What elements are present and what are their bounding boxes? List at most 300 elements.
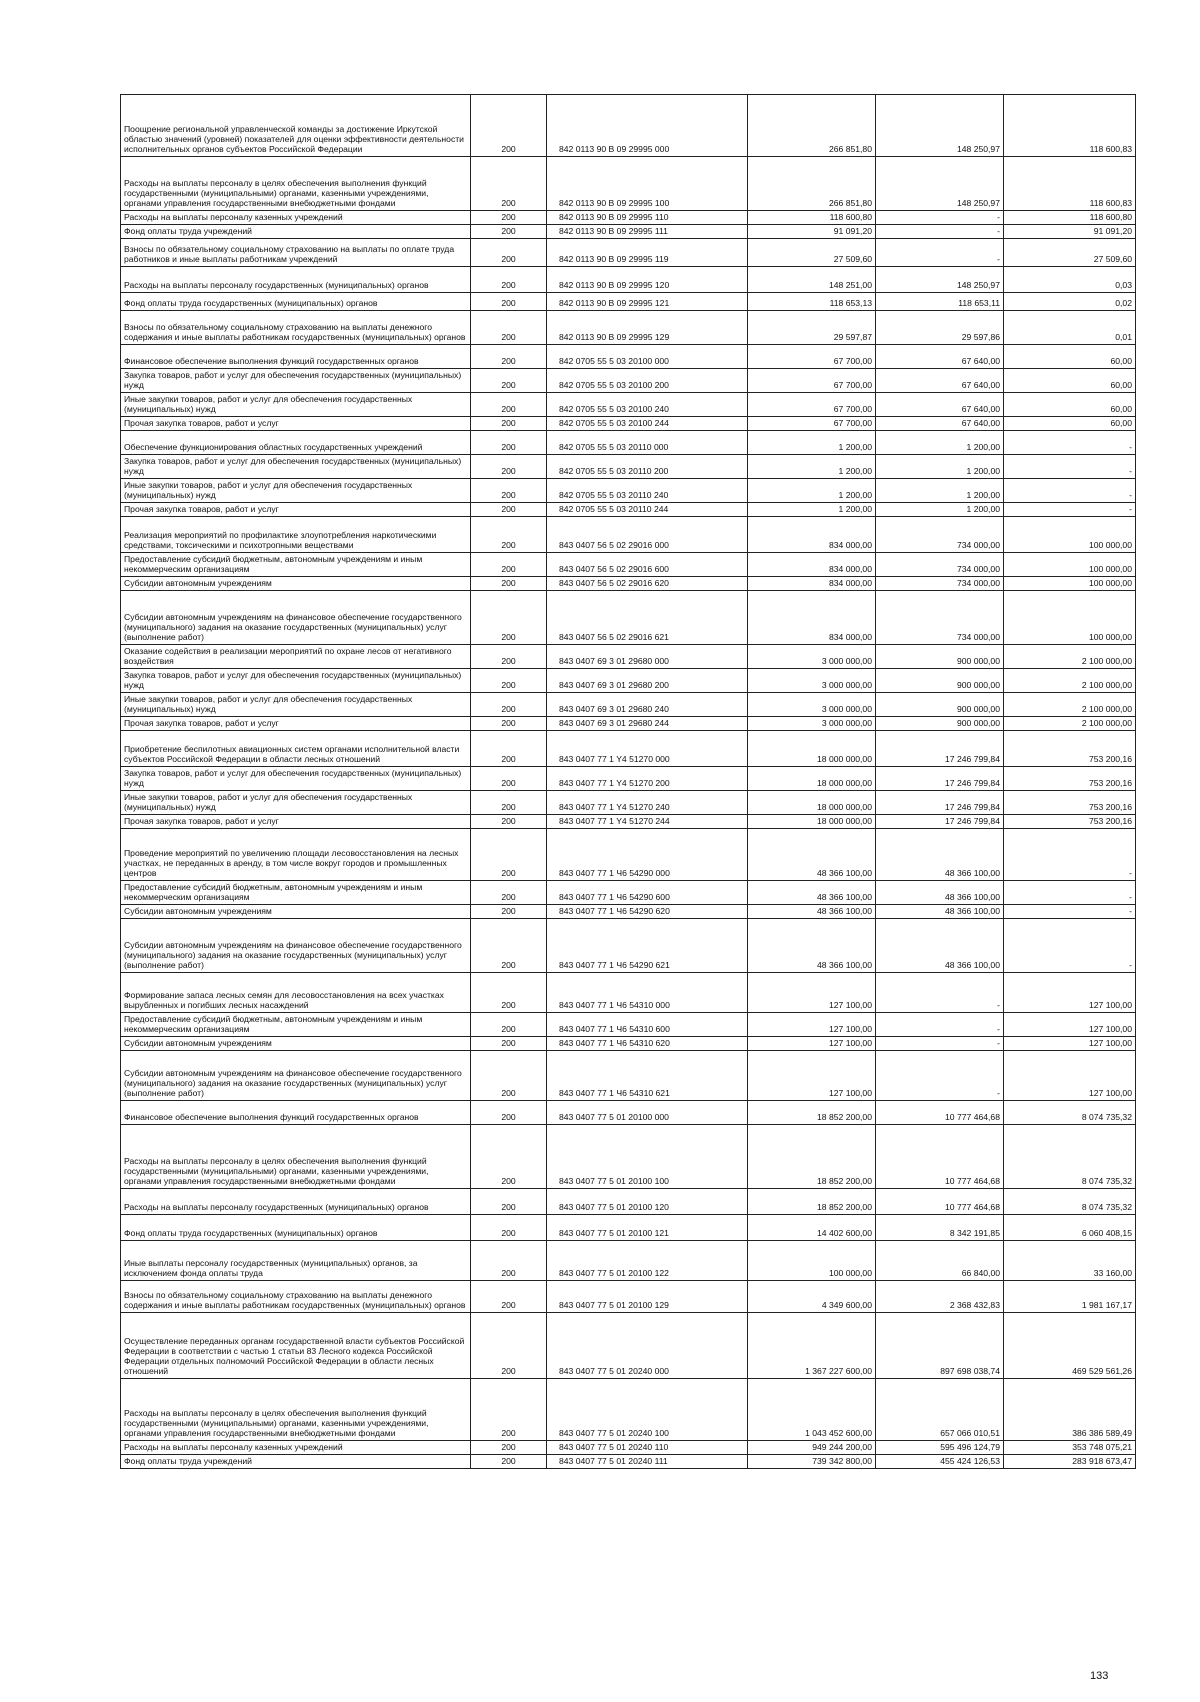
row-name: Взносы по обязательному социальному страхованию на выплаты денежного содержания и иные выплаты работникам государственных (муниципальных) органов bbox=[121, 311, 471, 345]
row-name: Фонд оплаты труда учреждений bbox=[121, 225, 471, 239]
row-code: 200 bbox=[471, 1013, 547, 1037]
row-code: 200 bbox=[471, 345, 547, 369]
row-code: 200 bbox=[471, 211, 547, 225]
row-remaining: 0,02 bbox=[1004, 293, 1136, 311]
row-code: 200 bbox=[471, 417, 547, 431]
row-executed: 900 000,00 bbox=[876, 645, 1004, 669]
row-name: Расходы на выплаты персоналу в целях обеспечения выполнения функций государственными (муниципальными) органами, казенными учреждениями, органами управления государственными внебюджетными фондами bbox=[121, 1125, 471, 1189]
row-remaining: 118 600,83 bbox=[1004, 157, 1136, 211]
row-code: 200 bbox=[471, 431, 547, 455]
row-name: Расходы на выплаты персоналу в целях обеспечения выполнения функций государственными (муниципальными) органами, казенными учреждениями, органами управления государственными внебюджетными фондами bbox=[121, 157, 471, 211]
table-row bbox=[121, 693, 1136, 717]
row-approved: 834 000,00 bbox=[748, 517, 876, 553]
row-approved: 3 000 000,00 bbox=[748, 645, 876, 669]
row-remaining: 0,01 bbox=[1004, 311, 1136, 345]
row-executed: 900 000,00 bbox=[876, 669, 1004, 693]
row-code: 200 bbox=[471, 973, 547, 1013]
row-code: 200 bbox=[471, 881, 547, 905]
row-executed: 48 366 100,00 bbox=[876, 881, 1004, 905]
row-kbk: 843 0407 77 1 Ч6 54290 620 bbox=[547, 905, 748, 919]
row-executed: 29 597,86 bbox=[876, 311, 1004, 345]
row-executed: 17 246 799,84 bbox=[876, 791, 1004, 815]
row-remaining: 60,00 bbox=[1004, 345, 1136, 369]
row-remaining: 127 100,00 bbox=[1004, 1037, 1136, 1051]
row-name: Субсидии автономным учреждениям bbox=[121, 577, 471, 591]
row-remaining: 60,00 bbox=[1004, 393, 1136, 417]
row-remaining: 2 100 000,00 bbox=[1004, 693, 1136, 717]
table-row bbox=[121, 1189, 1136, 1215]
row-kbk: 843 0407 77 5 01 20100 000 bbox=[547, 1101, 748, 1125]
row-code: 200 bbox=[471, 1441, 547, 1455]
row-approved: 67 700,00 bbox=[748, 345, 876, 369]
row-executed: - bbox=[876, 973, 1004, 1013]
row-approved: 127 100,00 bbox=[748, 1013, 876, 1037]
row-remaining: 8 074 735,32 bbox=[1004, 1189, 1136, 1215]
row-name: Прочая закупка товаров, работ и услуг bbox=[121, 815, 471, 829]
row-name: Поощрение региональной управленческой команды за достижение Иркутской областью значений (уровней) показателей для оценки эффективности деятельности исполнительных органов субъектов Российской Федерации bbox=[121, 95, 471, 157]
row-code: 200 bbox=[471, 95, 547, 157]
row-executed: - bbox=[876, 1013, 1004, 1037]
table-row bbox=[121, 157, 1136, 211]
row-code: 200 bbox=[471, 1125, 547, 1189]
table-row bbox=[121, 717, 1136, 731]
table-row bbox=[121, 553, 1136, 577]
row-kbk: 842 0113 90 В 09 29995 100 bbox=[547, 157, 748, 211]
row-code: 200 bbox=[471, 239, 547, 267]
row-approved: 1 043 452 600,00 bbox=[748, 1379, 876, 1441]
row-executed: 734 000,00 bbox=[876, 517, 1004, 553]
row-name: Закупка товаров, работ и услуг для обеспечения государственных (муниципальных) нужд bbox=[121, 767, 471, 791]
row-kbk: 843 0407 56 5 02 29016 600 bbox=[547, 553, 748, 577]
row-name: Предоставление субсидий бюджетным, автономным учреждениям и иным некоммерческим организациям bbox=[121, 881, 471, 905]
row-executed: 17 246 799,84 bbox=[876, 815, 1004, 829]
row-executed: - bbox=[876, 211, 1004, 225]
row-name: Прочая закупка товаров, работ и услуг bbox=[121, 417, 471, 431]
table-row bbox=[121, 815, 1136, 829]
row-code: 200 bbox=[471, 157, 547, 211]
row-name: Иные закупки товаров, работ и услуг для обеспечения государственных (муниципальных) нужд bbox=[121, 791, 471, 815]
row-approved: 127 100,00 bbox=[748, 1037, 876, 1051]
row-code: 200 bbox=[471, 1313, 547, 1379]
row-remaining: - bbox=[1004, 503, 1136, 517]
row-executed: 897 698 038,74 bbox=[876, 1313, 1004, 1379]
row-remaining: 353 748 075,21 bbox=[1004, 1441, 1136, 1455]
row-code: 200 bbox=[471, 455, 547, 479]
row-approved: 127 100,00 bbox=[748, 973, 876, 1013]
row-kbk: 843 0407 77 5 01 20100 121 bbox=[547, 1215, 748, 1241]
table-row bbox=[121, 1455, 1136, 1469]
table-row bbox=[121, 577, 1136, 591]
row-executed: - bbox=[876, 239, 1004, 267]
row-remaining: 118 600,83 bbox=[1004, 95, 1136, 157]
row-name: Финансовое обеспечение выполнения функций государственных органов bbox=[121, 345, 471, 369]
row-kbk: 842 0705 55 5 03 20110 240 bbox=[547, 479, 748, 503]
table-row bbox=[121, 1125, 1136, 1189]
row-kbk: 842 0113 90 В 09 29995 121 bbox=[547, 293, 748, 311]
row-kbk: 843 0407 77 5 01 20240 110 bbox=[547, 1441, 748, 1455]
table-row bbox=[121, 431, 1136, 455]
row-approved: 18 000 000,00 bbox=[748, 767, 876, 791]
table-row bbox=[121, 1441, 1136, 1455]
row-remaining: 33 160,00 bbox=[1004, 1241, 1136, 1281]
row-code: 200 bbox=[471, 393, 547, 417]
row-kbk: 842 0113 90 В 09 29995 000 bbox=[547, 95, 748, 157]
row-approved: 127 100,00 bbox=[748, 1051, 876, 1101]
row-executed: 734 000,00 bbox=[876, 577, 1004, 591]
row-code: 200 bbox=[471, 311, 547, 345]
row-kbk: 843 0407 56 5 02 29016 621 bbox=[547, 591, 748, 645]
row-code: 200 bbox=[471, 293, 547, 311]
row-name: Иные закупки товаров, работ и услуг для обеспечения государственных (муниципальных) нужд bbox=[121, 393, 471, 417]
row-kbk: 843 0407 77 5 01 20100 100 bbox=[547, 1125, 748, 1189]
row-approved: 18 852 200,00 bbox=[748, 1189, 876, 1215]
row-executed: 17 246 799,84 bbox=[876, 731, 1004, 767]
row-kbk: 843 0407 77 1 Y4 51270 200 bbox=[547, 767, 748, 791]
row-kbk: 843 0407 77 1 Ч6 54310 600 bbox=[547, 1013, 748, 1037]
table-row bbox=[121, 393, 1136, 417]
expenditure-table bbox=[120, 94, 1136, 1469]
row-remaining: 100 000,00 bbox=[1004, 577, 1136, 591]
row-remaining: 127 100,00 bbox=[1004, 1051, 1136, 1101]
row-name: Осуществление переданных органам государственной власти субъектов Российской Федерации в соответствии с частью 1 статьи 83 Лесного кодекса Российской Федерации отдельных полномочий Российской Федерации в области лесных отношений bbox=[121, 1313, 471, 1379]
row-kbk: 843 0407 77 1 Y4 51270 244 bbox=[547, 815, 748, 829]
table-row bbox=[121, 417, 1136, 431]
row-code: 200 bbox=[471, 815, 547, 829]
row-approved: 14 402 600,00 bbox=[748, 1215, 876, 1241]
table-row bbox=[121, 829, 1136, 881]
row-kbk: 843 0407 77 5 01 20100 120 bbox=[547, 1189, 748, 1215]
table-row bbox=[121, 503, 1136, 517]
row-executed: 1 200,00 bbox=[876, 479, 1004, 503]
row-kbk: 842 0705 55 5 03 20100 000 bbox=[547, 345, 748, 369]
row-name: Закупка товаров, работ и услуг для обеспечения государственных (муниципальных) нужд bbox=[121, 455, 471, 479]
row-approved: 67 700,00 bbox=[748, 393, 876, 417]
row-kbk: 843 0407 77 1 Ч6 54290 621 bbox=[547, 919, 748, 973]
row-kbk: 843 0407 77 1 Ч6 54310 621 bbox=[547, 1051, 748, 1101]
row-name: Финансовое обеспечение выполнения функций государственных органов bbox=[121, 1101, 471, 1125]
table-row bbox=[121, 1313, 1136, 1379]
row-name: Фонд оплаты труда учреждений bbox=[121, 1455, 471, 1469]
row-kbk: 843 0407 56 5 02 29016 620 bbox=[547, 577, 748, 591]
row-executed: 10 777 464,68 bbox=[876, 1189, 1004, 1215]
row-executed: 734 000,00 bbox=[876, 591, 1004, 645]
row-code: 200 bbox=[471, 553, 547, 577]
budget-execution-sheet bbox=[120, 94, 1132, 1469]
table-row bbox=[121, 669, 1136, 693]
row-executed: 67 640,00 bbox=[876, 345, 1004, 369]
row-name: Субсидии автономным учреждениям bbox=[121, 1037, 471, 1051]
row-name: Закупка товаров, работ и услуг для обеспечения государственных (муниципальных) нужд bbox=[121, 369, 471, 393]
row-executed: 66 840,00 bbox=[876, 1241, 1004, 1281]
row-approved: 834 000,00 bbox=[748, 591, 876, 645]
row-kbk: 843 0407 77 5 01 20240 100 bbox=[547, 1379, 748, 1441]
row-code: 200 bbox=[471, 479, 547, 503]
row-executed: 17 246 799,84 bbox=[876, 767, 1004, 791]
row-remaining: 91 091,20 bbox=[1004, 225, 1136, 239]
table-row bbox=[121, 345, 1136, 369]
row-code: 200 bbox=[471, 1241, 547, 1281]
row-code: 200 bbox=[471, 577, 547, 591]
row-remaining: 0,03 bbox=[1004, 267, 1136, 293]
row-executed: 1 200,00 bbox=[876, 503, 1004, 517]
row-code: 200 bbox=[471, 503, 547, 517]
table-row bbox=[121, 311, 1136, 345]
table-row bbox=[121, 267, 1136, 293]
row-code: 200 bbox=[471, 693, 547, 717]
row-name: Предоставление субсидий бюджетным, автономным учреждениям и иным некоммерческим организациям bbox=[121, 553, 471, 577]
row-executed: 657 066 010,51 bbox=[876, 1379, 1004, 1441]
row-approved: 27 509,60 bbox=[748, 239, 876, 267]
row-code: 200 bbox=[471, 591, 547, 645]
row-remaining: - bbox=[1004, 431, 1136, 455]
row-kbk: 842 0705 55 5 03 20100 244 bbox=[547, 417, 748, 431]
row-code: 200 bbox=[471, 1281, 547, 1313]
row-executed: 455 424 126,53 bbox=[876, 1455, 1004, 1469]
row-executed: 48 366 100,00 bbox=[876, 919, 1004, 973]
table-row bbox=[121, 905, 1136, 919]
table-row bbox=[121, 1281, 1136, 1313]
row-executed: 148 250,97 bbox=[876, 157, 1004, 211]
table-row bbox=[121, 767, 1136, 791]
row-executed: 1 200,00 bbox=[876, 431, 1004, 455]
table-row bbox=[121, 1241, 1136, 1281]
row-code: 200 bbox=[471, 731, 547, 767]
row-kbk: 843 0407 77 1 Ч6 54290 600 bbox=[547, 881, 748, 905]
row-approved: 48 366 100,00 bbox=[748, 919, 876, 973]
row-approved: 266 851,80 bbox=[748, 157, 876, 211]
row-remaining: 8 074 735,32 bbox=[1004, 1125, 1136, 1189]
row-kbk: 843 0407 77 5 01 20240 111 bbox=[547, 1455, 748, 1469]
row-code: 200 bbox=[471, 905, 547, 919]
row-approved: 48 366 100,00 bbox=[748, 829, 876, 881]
row-name: Расходы на выплаты персоналу казенных учреждений bbox=[121, 1441, 471, 1455]
table-row bbox=[121, 1013, 1136, 1037]
row-executed: 118 653,11 bbox=[876, 293, 1004, 311]
row-remaining: 100 000,00 bbox=[1004, 591, 1136, 645]
row-approved: 1 200,00 bbox=[748, 503, 876, 517]
table-row bbox=[121, 211, 1136, 225]
row-name: Взносы по обязательному социальному страхованию на выплаты по оплате труда работников и иные выплаты работникам учреждений bbox=[121, 239, 471, 267]
row-executed: 8 342 191,85 bbox=[876, 1215, 1004, 1241]
row-kbk: 843 0407 77 1 Y4 51270 000 bbox=[547, 731, 748, 767]
row-name: Закупка товаров, работ и услуг для обеспечения государственных (муниципальных) нужд bbox=[121, 669, 471, 693]
row-kbk: 842 0705 55 5 03 20110 244 bbox=[547, 503, 748, 517]
row-executed: - bbox=[876, 1051, 1004, 1101]
row-approved: 18 000 000,00 bbox=[748, 815, 876, 829]
row-approved: 48 366 100,00 bbox=[748, 881, 876, 905]
row-remaining: 2 100 000,00 bbox=[1004, 717, 1136, 731]
row-remaining: 283 918 673,47 bbox=[1004, 1455, 1136, 1469]
row-remaining: 27 509,60 bbox=[1004, 239, 1136, 267]
row-remaining: 753 200,16 bbox=[1004, 815, 1136, 829]
row-kbk: 843 0407 77 1 Ч6 54310 620 bbox=[547, 1037, 748, 1051]
row-code: 200 bbox=[471, 717, 547, 731]
row-remaining: - bbox=[1004, 829, 1136, 881]
table-row bbox=[121, 1051, 1136, 1101]
row-remaining: 8 074 735,32 bbox=[1004, 1101, 1136, 1125]
row-code: 200 bbox=[471, 791, 547, 815]
row-name: Расходы на выплаты персоналу казенных учреждений bbox=[121, 211, 471, 225]
row-code: 200 bbox=[471, 1379, 547, 1441]
row-remaining: 753 200,16 bbox=[1004, 767, 1136, 791]
row-name: Прочая закупка товаров, работ и услуг bbox=[121, 717, 471, 731]
table-row bbox=[121, 973, 1136, 1013]
row-name: Взносы по обязательному социальному страхованию на выплаты денежного содержания и иные выплаты работникам государственных (муниципальных) органов bbox=[121, 1281, 471, 1313]
table-row bbox=[121, 517, 1136, 553]
row-kbk: 842 0705 55 5 03 20110 200 bbox=[547, 455, 748, 479]
row-remaining: 127 100,00 bbox=[1004, 1013, 1136, 1037]
table-row bbox=[121, 95, 1136, 157]
row-code: 200 bbox=[471, 645, 547, 669]
row-executed: 900 000,00 bbox=[876, 693, 1004, 717]
row-kbk: 843 0407 77 5 01 20100 129 bbox=[547, 1281, 748, 1313]
row-approved: 148 251,00 bbox=[748, 267, 876, 293]
row-remaining: 753 200,16 bbox=[1004, 731, 1136, 767]
row-code: 200 bbox=[471, 1215, 547, 1241]
expenditure-table-body bbox=[121, 95, 1136, 1469]
row-code: 200 bbox=[471, 1051, 547, 1101]
row-name: Приобретение беспилотных авиационных систем органами исполнительной власти субъектов Российской Федерации в области лесных отношений bbox=[121, 731, 471, 767]
row-kbk: 843 0407 77 1 Ч6 54310 000 bbox=[547, 973, 748, 1013]
row-code: 200 bbox=[471, 1455, 547, 1469]
row-remaining: 753 200,16 bbox=[1004, 791, 1136, 815]
row-kbk: 843 0407 77 1 Ч6 54290 000 bbox=[547, 829, 748, 881]
table-row bbox=[121, 591, 1136, 645]
row-kbk: 843 0407 69 3 01 29680 244 bbox=[547, 717, 748, 731]
table-row bbox=[121, 239, 1136, 267]
row-name: Субсидии автономным учреждениям bbox=[121, 905, 471, 919]
row-code: 200 bbox=[471, 225, 547, 239]
row-approved: 739 342 800,00 bbox=[748, 1455, 876, 1469]
row-approved: 1 200,00 bbox=[748, 431, 876, 455]
row-remaining: - bbox=[1004, 905, 1136, 919]
row-remaining: - bbox=[1004, 881, 1136, 905]
row-approved: 834 000,00 bbox=[748, 553, 876, 577]
row-kbk: 842 0113 90 В 09 29995 129 bbox=[547, 311, 748, 345]
row-remaining: 100 000,00 bbox=[1004, 517, 1136, 553]
row-kbk: 843 0407 77 1 Y4 51270 240 bbox=[547, 791, 748, 815]
table-row bbox=[121, 881, 1136, 905]
row-name: Фонд оплаты труда государственных (муниципальных) органов bbox=[121, 293, 471, 311]
row-name: Обеспечение функционирования областных государственных учреждений bbox=[121, 431, 471, 455]
table-row bbox=[121, 1379, 1136, 1441]
row-executed: - bbox=[876, 1037, 1004, 1051]
row-name: Иные выплаты персоналу государственных (муниципальных) органов, за исключением фонда оплаты труда bbox=[121, 1241, 471, 1281]
row-name: Субсидии автономным учреждениям на финансовое обеспечение государственного (муниципального) задания на оказание государственных (муниципальных) услуг (выполнение работ) bbox=[121, 591, 471, 645]
row-name: Расходы на выплаты персоналу в целях обеспечения выполнения функций государственными (муниципальными) органами, казенными учреждениями, органами управления государственными внебюджетными фондами bbox=[121, 1379, 471, 1441]
row-kbk: 843 0407 77 5 01 20100 122 bbox=[547, 1241, 748, 1281]
table-row bbox=[121, 919, 1136, 973]
row-executed: 67 640,00 bbox=[876, 369, 1004, 393]
row-name: Проведение мероприятий по увеличению площади лесовосстановления на лесных участках, не переданных в аренду, в том числе вокруг городов и промышленных центров bbox=[121, 829, 471, 881]
row-kbk: 843 0407 69 3 01 29680 240 bbox=[547, 693, 748, 717]
row-approved: 266 851,80 bbox=[748, 95, 876, 157]
row-name: Формирование запаса лесных семян для лесовосстановления на всех участках вырубленных и погибших лесных насаждений bbox=[121, 973, 471, 1013]
row-kbk: 843 0407 56 5 02 29016 000 bbox=[547, 517, 748, 553]
row-remaining: 2 100 000,00 bbox=[1004, 645, 1136, 669]
table-row bbox=[121, 1101, 1136, 1125]
row-executed: 900 000,00 bbox=[876, 717, 1004, 731]
row-approved: 29 597,87 bbox=[748, 311, 876, 345]
row-approved: 3 000 000,00 bbox=[748, 717, 876, 731]
row-approved: 67 700,00 bbox=[748, 369, 876, 393]
row-approved: 18 852 200,00 bbox=[748, 1125, 876, 1189]
table-row bbox=[121, 731, 1136, 767]
row-code: 200 bbox=[471, 1189, 547, 1215]
table-row bbox=[121, 369, 1136, 393]
row-kbk: 842 0705 55 5 03 20100 200 bbox=[547, 369, 748, 393]
row-approved: 100 000,00 bbox=[748, 1241, 876, 1281]
row-kbk: 843 0407 69 3 01 29680 200 bbox=[547, 669, 748, 693]
row-remaining: 2 100 000,00 bbox=[1004, 669, 1136, 693]
row-approved: 67 700,00 bbox=[748, 417, 876, 431]
row-code: 200 bbox=[471, 829, 547, 881]
row-code: 200 bbox=[471, 517, 547, 553]
row-executed: 67 640,00 bbox=[876, 417, 1004, 431]
row-remaining: 6 060 408,15 bbox=[1004, 1215, 1136, 1241]
row-approved: 91 091,20 bbox=[748, 225, 876, 239]
row-approved: 118 653,13 bbox=[748, 293, 876, 311]
row-executed: 1 200,00 bbox=[876, 455, 1004, 479]
row-approved: 834 000,00 bbox=[748, 577, 876, 591]
table-row bbox=[121, 479, 1136, 503]
table-row bbox=[121, 1215, 1136, 1241]
row-name: Расходы на выплаты персоналу государственных (муниципальных) органов bbox=[121, 1189, 471, 1215]
table-row bbox=[121, 293, 1136, 311]
row-remaining: - bbox=[1004, 919, 1136, 973]
row-kbk: 842 0705 55 5 03 20110 000 bbox=[547, 431, 748, 455]
row-code: 200 bbox=[471, 267, 547, 293]
row-remaining: 100 000,00 bbox=[1004, 553, 1136, 577]
row-remaining: 118 600,80 bbox=[1004, 211, 1136, 225]
table-row bbox=[121, 791, 1136, 815]
row-executed: 10 777 464,68 bbox=[876, 1125, 1004, 1189]
row-name: Иные закупки товаров, работ и услуг для обеспечения государственных (муниципальных) нужд bbox=[121, 479, 471, 503]
row-remaining: 386 386 589,49 bbox=[1004, 1379, 1136, 1441]
row-approved: 949 244 200,00 bbox=[748, 1441, 876, 1455]
row-approved: 1 367 227 600,00 bbox=[748, 1313, 876, 1379]
row-executed: - bbox=[876, 225, 1004, 239]
row-approved: 48 366 100,00 bbox=[748, 905, 876, 919]
row-kbk: 842 0113 90 В 09 29995 110 bbox=[547, 211, 748, 225]
row-approved: 1 200,00 bbox=[748, 479, 876, 503]
row-executed: 48 366 100,00 bbox=[876, 829, 1004, 881]
row-code: 200 bbox=[471, 919, 547, 973]
row-approved: 18 000 000,00 bbox=[748, 731, 876, 767]
table-row bbox=[121, 1037, 1136, 1051]
row-remaining: 60,00 bbox=[1004, 417, 1136, 431]
row-executed: 734 000,00 bbox=[876, 553, 1004, 577]
row-name: Расходы на выплаты персоналу государственных (муниципальных) органов bbox=[121, 267, 471, 293]
row-approved: 18 852 200,00 bbox=[748, 1101, 876, 1125]
row-approved: 1 200,00 bbox=[748, 455, 876, 479]
row-approved: 4 349 600,00 bbox=[748, 1281, 876, 1313]
row-kbk: 842 0113 90 В 09 29995 120 bbox=[547, 267, 748, 293]
row-executed: 595 496 124,79 bbox=[876, 1441, 1004, 1455]
row-remaining: - bbox=[1004, 455, 1136, 479]
row-executed: 48 366 100,00 bbox=[876, 905, 1004, 919]
row-name: Оказание содействия в реализации мероприятий по охране лесов от негативного воздействия bbox=[121, 645, 471, 669]
row-code: 200 bbox=[471, 369, 547, 393]
row-name: Фонд оплаты труда государственных (муниципальных) органов bbox=[121, 1215, 471, 1241]
table-row bbox=[121, 455, 1136, 479]
row-code: 200 bbox=[471, 1101, 547, 1125]
row-remaining: - bbox=[1004, 479, 1136, 503]
row-approved: 118 600,80 bbox=[748, 211, 876, 225]
row-remaining: 60,00 bbox=[1004, 369, 1136, 393]
row-approved: 3 000 000,00 bbox=[748, 693, 876, 717]
row-approved: 3 000 000,00 bbox=[748, 669, 876, 693]
